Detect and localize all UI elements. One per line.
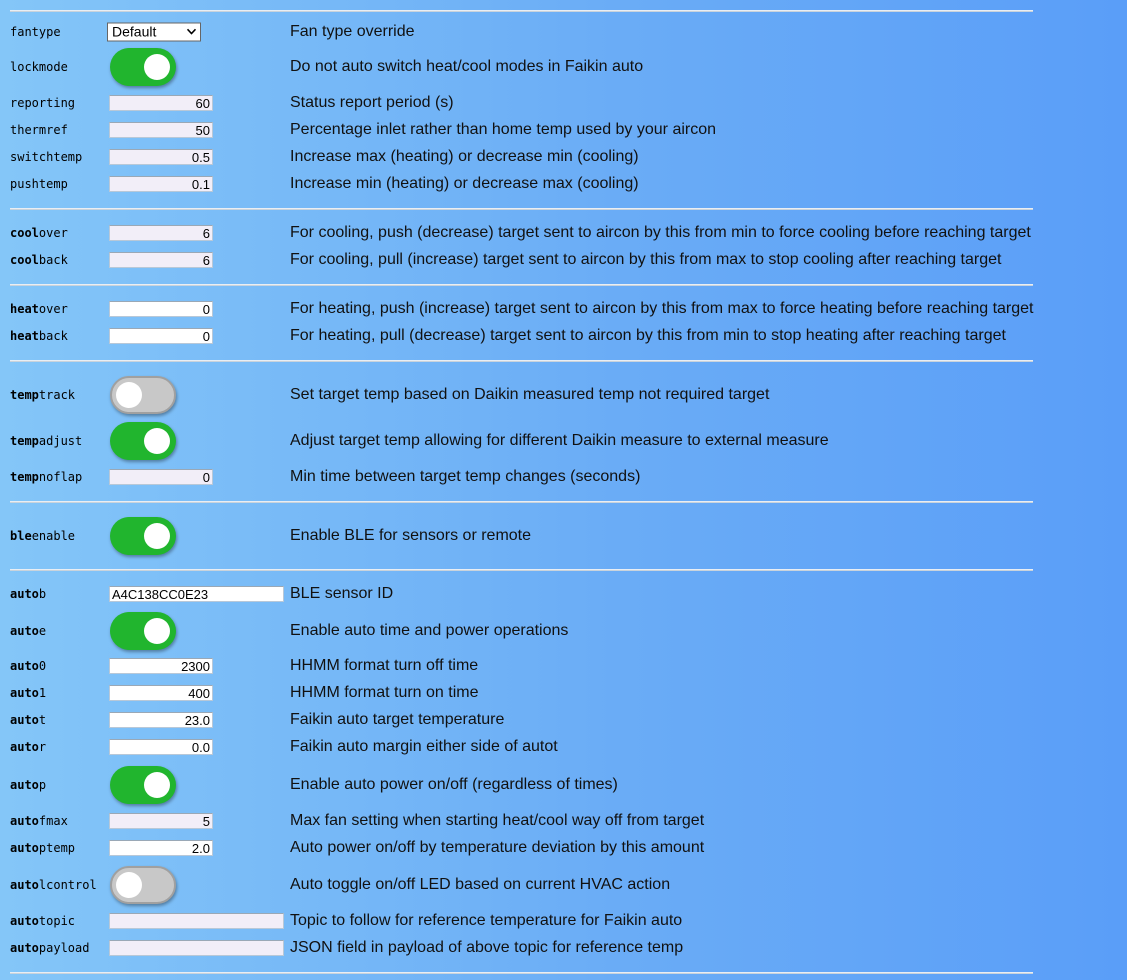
setting-row-heatback [0,326,1127,346]
setting-row-coolback [0,250,1127,270]
section-divider [10,569,1033,571]
autopayload-input[interactable] [109,940,284,956]
setting-row-autop [0,766,1127,804]
setting-row-tempadjust [0,422,1127,460]
setting-name: auto1 [10,686,47,700]
fantype-selected-value: Default [112,23,157,40]
autofmax-input[interactable] [109,813,213,829]
setting-name: heatover [10,302,68,316]
thermref-input[interactable] [109,122,213,138]
setting-description: For cooling, pull (increase) target sent to aircon by this from max to stop cooling after reaching target [290,251,1002,268]
pushtemp-input[interactable] [109,176,213,192]
setting-name: autoe [10,624,47,638]
heatover-input[interactable] [109,301,213,317]
setting-name: coolback [10,253,68,267]
setting-row-thermref [0,120,1127,140]
auto0-input[interactable] [109,658,213,674]
setting-name: temptrack [10,388,76,402]
heatback-input[interactable] [109,328,213,344]
setting-name: fantype [10,25,61,39]
setting-name: thermref [10,123,68,137]
setting-name: autolcontrol [10,878,97,892]
setting-description: BLE sensor ID [290,585,394,602]
setting-name: switchtemp [10,150,83,164]
section-divider [10,208,1033,210]
temptrack-toggle[interactable] [110,376,176,414]
setting-name: autotopic [10,914,76,928]
setting-description: Do not auto switch heat/cool modes in Faikin auto [290,58,644,75]
setting-name: autob [10,587,47,601]
setting-row-fantype [0,22,1127,42]
setting-description: Auto power on/off by temperature deviation by this amount [290,839,705,856]
setting-row-autopayload [0,938,1127,958]
setting-row-autor [0,737,1127,757]
setting-description: Increase min (heating) or decrease max (cooling) [290,175,639,192]
section-divider [10,284,1033,286]
setting-description: For heating, pull (decrease) target sent to aircon by this from min to stop heating after reaching target [290,327,1006,344]
setting-name: auto0 [10,659,47,673]
autoe-toggle[interactable] [110,612,176,650]
setting-row-autofmax [0,811,1127,831]
toggle-knob [116,382,142,408]
autot-input[interactable] [109,712,213,728]
setting-name: coolover [10,226,68,240]
toggle-knob [144,618,170,644]
setting-row-coolover [0,223,1127,243]
setting-description: Adjust target temp allowing for different Daikin measure to external measure [290,432,829,449]
auto1-input[interactable] [109,685,213,701]
setting-description: Min time between target temp changes (seconds) [290,468,641,485]
lockmode-toggle[interactable] [110,48,176,86]
setting-name: pushtemp [10,177,68,191]
setting-description: Set target temp based on Daikin measured temp not required target [290,386,770,403]
chevron-down-icon [187,29,196,35]
toggle-knob [144,54,170,80]
setting-description: Percentage inlet rather than home temp used by your aircon [290,121,717,138]
section-divider [10,972,1033,974]
setting-row-tempnoflap [0,467,1127,487]
setting-description: Fan type override [290,23,415,40]
setting-description: Auto toggle on/off LED based on current HVAC action [290,876,671,893]
setting-name: reporting [10,96,76,110]
toggle-knob [144,428,170,454]
autotopic-input[interactable] [109,913,284,929]
setting-description: Faikin auto margin either side of autot [290,738,558,755]
setting-name: autofmax [10,814,68,828]
autop-toggle[interactable] [110,766,176,804]
setting-description: Increase max (heating) or decrease min (cooling) [290,148,639,165]
setting-description: HHMM format turn off time [290,657,479,674]
toggle-knob [144,523,170,549]
setting-description: Faikin auto target temperature [290,711,505,728]
autor-input[interactable] [109,739,213,755]
tempadjust-toggle[interactable] [110,422,176,460]
setting-row-auto0 [0,656,1127,676]
setting-row-autoe [0,612,1127,650]
setting-row-bleenable [0,517,1127,555]
switchtemp-input[interactable] [109,149,213,165]
autoptemp-input[interactable] [109,840,213,856]
setting-name: autop [10,778,47,792]
setting-row-autob [0,584,1127,604]
setting-name: bleenable [10,529,76,543]
setting-row-switchtemp [0,147,1127,167]
tempnoflap-input[interactable] [109,469,213,485]
setting-row-heatover [0,299,1127,319]
setting-row-autot [0,710,1127,730]
setting-row-autotopic [0,911,1127,931]
setting-name: heatback [10,329,68,343]
setting-row-temptrack [0,376,1127,414]
setting-description: HHMM format turn on time [290,684,479,701]
setting-name: tempadjust [10,434,83,448]
bleenable-toggle[interactable] [110,517,176,555]
fantype-select[interactable] [107,23,201,42]
setting-name: lockmode [10,60,68,74]
setting-description: Max fan setting when starting heat/cool way off from target [290,812,705,829]
toggle-knob [116,872,142,898]
coolback-input[interactable] [109,252,213,268]
setting-row-auto1 [0,683,1127,703]
toggle-knob [144,772,170,798]
setting-name: tempnoflap [10,470,83,484]
setting-row-pushtemp [0,174,1127,194]
setting-row-autoptemp [0,838,1127,858]
setting-row-autolcontrol [0,866,1127,904]
reporting-input[interactable] [109,95,213,111]
section-divider [10,360,1033,362]
coolover-input[interactable] [109,225,213,241]
setting-description: Status report period (s) [290,94,454,111]
setting-description: JSON field in payload of above topic for reference temp [290,939,684,956]
autob-input[interactable] [109,586,284,602]
setting-description: For cooling, push (decrease) target sent to aircon by this from min to force cooling before reaching target [290,224,1031,241]
section-divider [10,501,1033,503]
section-divider [10,10,1033,12]
setting-name: autopayload [10,941,90,955]
setting-description: Enable auto time and power operations [290,622,569,639]
setting-name: autor [10,740,47,754]
setting-description: Enable auto power on/off (regardless of times) [290,776,618,793]
setting-row-reporting [0,93,1127,113]
setting-description: Enable BLE for sensors or remote [290,527,532,544]
setting-name: autot [10,713,47,727]
setting-description: For heating, push (increase) target sent to aircon by this from max to force heating before reaching target [290,300,1034,317]
setting-name: autoptemp [10,841,76,855]
setting-row-lockmode [0,48,1127,86]
autolcontrol-toggle[interactable] [110,866,176,904]
setting-description: Topic to follow for reference temperature for Faikin auto [290,912,683,929]
